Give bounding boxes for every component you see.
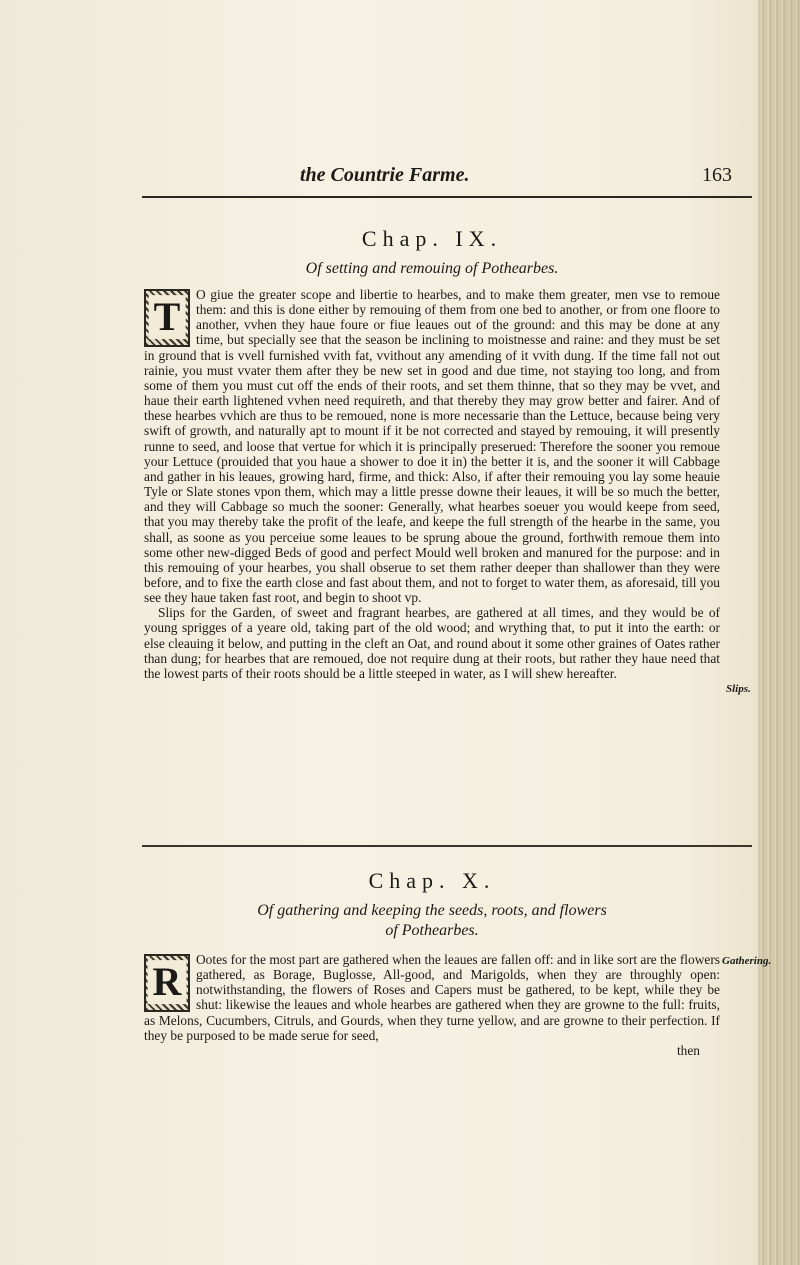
catchword: then — [676, 1042, 700, 1058]
chapter-9-body — [144, 287, 720, 681]
initial-letter: T — [149, 295, 186, 339]
page-binding-edge — [758, 0, 800, 1265]
chapter-9-title: Of setting and remouing of Pothearbes. — [305, 260, 559, 277]
margin-note-gathering: Gathering. — [722, 955, 772, 967]
chapter-10-body — [144, 952, 720, 1058]
chapter-9-paragraph-2: Slips for the Garden, of sweet and fragrant hearbes, are gathered at all times, and they would be of young sprigges of a yeare old, taking part of the old wood; and wrything that, to put it into the earth: or else cleauing it below, and putting in the cleft an Oat, and round about it some other graines of Oates rather than dung; for hearbes that are remoued, doe not require dung at their roots, but rather they haue need that the lowest parts of their roots should be a little steeped in water, as I will shew hereafter. — [144, 605, 720, 681]
chapter-10-title-line-2: of Pothearbes. — [385, 922, 479, 939]
page-number: 163 — [702, 164, 732, 186]
initial-letter: R — [148, 960, 187, 1004]
chapter-9-paragraph-1: O giue the greater scope and libertie to hearbes, and to make them greater, men vse to remoue them: and this is done either by remouing of them from one bed to another, or from one floore to another, vvhen they haue foure or fiue leaues out of the ground: and this may be done at any time, but specially see that the season be inclining to moistnesse and raine: and they must be set in ground that is vvell furnished vvith fat, vvithout any amending of it vvith dung. If the time fall not out rainie, you must vvater them after they be new set in good and due time, not staying too long, and from some of them you must cut off the ends of their roots, and set them thinne, that so they may be vvet, and haue their earth lightened vvhen need requireth, and that thereby they may grow better and fairer. And of these hearbes vvhich are thus to be remoued, none is more necessarie than the Lettuce, because being very swift of growth, and naturally apt to mount if it be not corrected and stayed by remouing, it will presently runne to seed, and loose that vertue for which it is principally preserued: Therefore the sooner you remoue your Lettuce (prouided that you haue a shower to doe it in) the better it is, and the sooner it will Cabbage and gather in his leaues, growing hard, firme, and thick: Also, if after their remouing you lay some heauie Tyle or Slate stones vpon them, which may a little presse downe their leaues, it will be so much the better, and they will Cabbage so much the sooner: Generally, what hearbes soeuer you would keepe from seed, that you may thereby take the profit of the leafe, and keepe the full strength of the hearbe in the same, you shall, as soone as you perceiue some leaues to be sprung aboue the ground, forthwith remoue them into some other new-digged Beds of good and perfect Mould well broken and manured for the purpose: and in this remouing of your hearbes, you shall obserue to set them rather deeper than shallower than they were before, and to fixe the earth close and fast about them, and not to forget to water them, as aforesaid, till you see they haue taken fast root, and begin to shoot vp. — [144, 287, 720, 606]
chapter-9-heading: Chap. IX. — [361, 226, 503, 251]
section-rule — [142, 845, 752, 847]
decorated-initial-r — [144, 954, 190, 1012]
decorated-initial-t — [144, 289, 190, 347]
margin-note-slips: Slips. — [726, 683, 751, 695]
chapter-10-paragraph-1: Ootes for the most part are gathered when the leaues are fallen off: and in like sort are the flowers gathered, as Borage, Buglosse, All-good, and Marigolds, when they are throughly open: notwithstanding, the flowers of Roses and Capers must be gathered, to be kept, while they be shut: likewise the leaues and whole hearbes are gathered when they are growne to the full: fruits, as Melons, Cucumbers, Citruls, and Gourds, when they turne yellow, and are growne to their perfection. If they be purposed to be made serue for seed, — [144, 952, 720, 1043]
chapter-10-title-line-1: Of gathering and keeping the seeds, roots, and flowers — [257, 902, 607, 919]
running-header — [150, 158, 750, 198]
running-title: the Countrie Farme. — [300, 164, 470, 186]
chapter-10-heading: Chap. X. — [368, 868, 496, 893]
header-rule — [142, 196, 752, 198]
